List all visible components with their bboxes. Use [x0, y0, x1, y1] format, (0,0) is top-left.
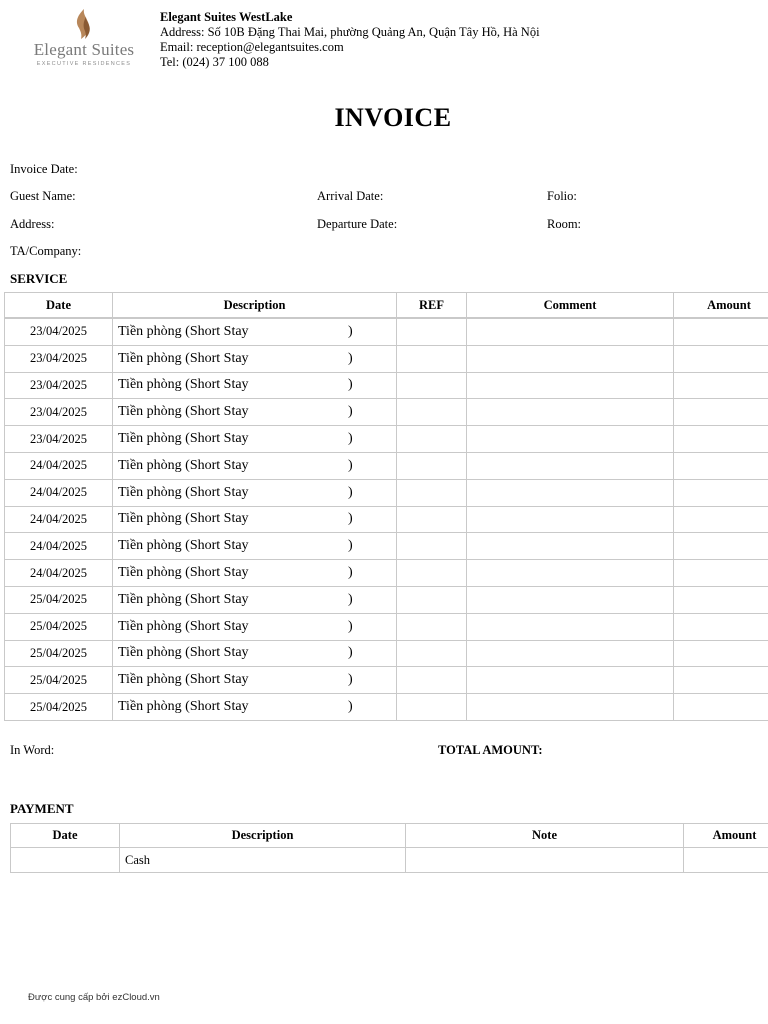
table-row — [5, 506, 768, 533]
payment-header-row — [11, 824, 768, 848]
row-comment — [467, 613, 674, 640]
row-description — [113, 560, 397, 587]
row-description — [113, 399, 397, 426]
row-date: 25/04/2025 — [5, 586, 113, 613]
row-amount — [674, 452, 768, 479]
row-ref — [397, 452, 467, 479]
row-ref — [397, 667, 467, 694]
company-address: Address: Số 10B Đặng Thai Mai, phường Quảng An, Quận Tây Hồ, Hà Nội — [160, 25, 540, 39]
table-row — [5, 586, 768, 613]
company-info — [160, 10, 540, 70]
column-header-amount: Amount — [674, 293, 768, 319]
row-date: 23/04/2025 — [5, 318, 113, 345]
row-ref — [397, 533, 467, 560]
row-amount — [674, 586, 768, 613]
row-amount — [674, 640, 768, 667]
row-description — [113, 479, 397, 506]
row-comment — [467, 694, 674, 721]
row-comment — [467, 399, 674, 426]
row-date: 24/04/2025 — [5, 506, 113, 533]
row-comment — [467, 345, 674, 372]
total-amount-label: TOTAL AMOUNT: — [438, 743, 543, 757]
table-row — [5, 533, 768, 560]
row-description — [113, 586, 397, 613]
row-amount — [674, 667, 768, 694]
table-row — [5, 399, 768, 426]
row-description-text: Tiền phòng (Short Stay — [118, 538, 249, 554]
row-date: 25/04/2025 — [5, 667, 113, 694]
payment-heading: PAYMENT — [10, 801, 74, 816]
row-amount — [674, 345, 768, 372]
flame-logo-icon — [72, 8, 96, 40]
table-row — [5, 613, 768, 640]
row-description-close: ) — [348, 350, 353, 366]
row-amount — [674, 560, 768, 587]
row-description-close: ) — [348, 538, 353, 554]
row-description-close: ) — [348, 565, 353, 581]
row-amount — [674, 533, 768, 560]
company-logo — [28, 8, 140, 74]
row-date: 25/04/2025 — [5, 640, 113, 667]
payment-row-date — [11, 848, 120, 873]
row-ref — [397, 506, 467, 533]
row-ref — [397, 640, 467, 667]
row-description — [113, 613, 397, 640]
row-description-close: ) — [348, 672, 353, 688]
company-name: Elegant Suites WestLake — [160, 10, 293, 24]
company-tel: Tel: (024) 37 100 088 — [160, 55, 269, 69]
row-description-text: Tiền phòng (Short Stay — [118, 618, 249, 634]
row-comment — [467, 479, 674, 506]
row-ref — [397, 586, 467, 613]
payment-row — [11, 848, 768, 873]
row-description-close: ) — [348, 404, 353, 420]
invoice-date-label: Invoice Date: — [10, 162, 78, 176]
row-description — [113, 345, 397, 372]
table-row — [5, 667, 768, 694]
invoice-title: INVOICE — [334, 103, 452, 132]
payment-table — [10, 823, 768, 873]
row-date: 23/04/2025 — [5, 399, 113, 426]
payment-column-header-description: Description — [120, 824, 406, 848]
row-ref — [397, 479, 467, 506]
service-table — [4, 292, 768, 721]
table-row — [5, 426, 768, 453]
payment-row-description: Cash — [120, 848, 406, 873]
table-row — [5, 640, 768, 667]
logo-tagline: EXECUTIVE RESIDENCES — [36, 61, 132, 67]
row-description-text: Tiền phòng (Short Stay — [118, 431, 249, 447]
row-description-close: ) — [348, 618, 353, 634]
row-ref — [397, 399, 467, 426]
row-comment — [467, 426, 674, 453]
row-ref — [397, 560, 467, 587]
ta-company-label: TA/Company: — [10, 244, 82, 258]
row-date: 23/04/2025 — [5, 426, 113, 453]
folio-label: Folio: — [547, 189, 577, 203]
row-description-text: Tiền phòng (Short Stay — [118, 565, 249, 581]
table-row — [5, 318, 768, 345]
row-description-close: ) — [348, 645, 353, 661]
row-description — [113, 694, 397, 721]
row-description-text: Tiền phòng (Short Stay — [118, 484, 249, 500]
row-date: 24/04/2025 — [5, 533, 113, 560]
column-header-date: Date — [5, 293, 113, 319]
row-description — [113, 506, 397, 533]
row-comment — [467, 640, 674, 667]
row-description-text: Tiền phòng (Short Stay — [118, 457, 249, 473]
row-description-close: ) — [348, 484, 353, 500]
guest-name-label: Guest Name: — [10, 189, 76, 203]
row-description-text: Tiền phòng (Short Stay — [118, 350, 249, 366]
table-row — [5, 345, 768, 372]
row-comment — [467, 318, 674, 345]
payment-column-header-date: Date — [11, 824, 120, 848]
table-row — [5, 560, 768, 587]
table-row — [5, 694, 768, 721]
row-comment — [467, 533, 674, 560]
row-amount — [674, 694, 768, 721]
row-description-text: Tiền phòng (Short Stay — [118, 591, 249, 607]
row-description-close: ) — [348, 511, 353, 527]
row-description-close: ) — [348, 431, 353, 447]
logo-wordmark: Elegant Suites — [33, 40, 135, 59]
row-date: 24/04/2025 — [5, 452, 113, 479]
row-description-text: Tiền phòng (Short Stay — [118, 377, 249, 393]
row-ref — [397, 318, 467, 345]
row-description-text: Tiền phòng (Short Stay — [118, 404, 249, 420]
row-comment — [467, 506, 674, 533]
row-comment — [467, 586, 674, 613]
row-comment — [467, 452, 674, 479]
row-description-text: Tiền phòng (Short Stay — [118, 511, 249, 527]
row-amount — [674, 426, 768, 453]
row-description — [113, 533, 397, 560]
row-comment — [467, 372, 674, 399]
row-date: 23/04/2025 — [5, 372, 113, 399]
row-date: 23/04/2025 — [5, 345, 113, 372]
row-date: 24/04/2025 — [5, 479, 113, 506]
row-description — [113, 640, 397, 667]
row-date: 25/04/2025 — [5, 613, 113, 640]
payment-column-header-amount: Amount — [684, 824, 768, 848]
row-ref — [397, 345, 467, 372]
table-row — [5, 372, 768, 399]
row-description — [113, 667, 397, 694]
footer-credit: Được cung cấp bởi ezCloud.vn — [28, 992, 160, 1003]
row-description-close: ) — [348, 377, 353, 393]
row-description-text: Tiền phòng (Short Stay — [118, 699, 249, 715]
row-description — [113, 318, 397, 345]
row-amount — [674, 506, 768, 533]
service-header-row — [5, 293, 768, 319]
table-row — [5, 452, 768, 479]
address-label: Address: — [10, 217, 55, 231]
row-description-close: ) — [348, 323, 353, 339]
row-description-close: ) — [348, 699, 353, 715]
row-description — [113, 372, 397, 399]
column-header-comment: Comment — [467, 293, 674, 319]
row-date: 25/04/2025 — [5, 694, 113, 721]
company-email: Email: reception@elegantsuites.com — [160, 40, 344, 54]
row-amount — [674, 479, 768, 506]
row-description-text: Tiền phòng (Short Stay — [118, 323, 249, 339]
column-header-ref: REF — [397, 293, 467, 319]
row-description-close: ) — [348, 457, 353, 473]
row-description — [113, 426, 397, 453]
payment-row-note — [406, 848, 684, 873]
row-description-text: Tiền phòng (Short Stay — [118, 672, 249, 688]
row-comment — [467, 560, 674, 587]
row-ref — [397, 613, 467, 640]
row-ref — [397, 426, 467, 453]
room-label: Room: — [547, 217, 582, 231]
in-word-label: In Word: — [10, 743, 55, 757]
row-description — [113, 452, 397, 479]
row-ref — [397, 372, 467, 399]
payment-row-amount — [684, 848, 768, 873]
row-amount — [674, 318, 768, 345]
arrival-date-label: Arrival Date: — [317, 189, 384, 203]
column-header-description: Description — [113, 293, 397, 319]
row-amount — [674, 613, 768, 640]
row-comment — [467, 667, 674, 694]
row-amount — [674, 372, 768, 399]
row-ref — [397, 694, 467, 721]
row-description-text: Tiền phòng (Short Stay — [118, 645, 249, 661]
table-row — [5, 479, 768, 506]
service-heading: SERVICE — [10, 271, 68, 286]
departure-date-label: Departure Date: — [317, 217, 398, 231]
row-description-close: ) — [348, 591, 353, 607]
row-amount — [674, 399, 768, 426]
row-date: 24/04/2025 — [5, 560, 113, 587]
payment-column-header-note: Note — [406, 824, 684, 848]
